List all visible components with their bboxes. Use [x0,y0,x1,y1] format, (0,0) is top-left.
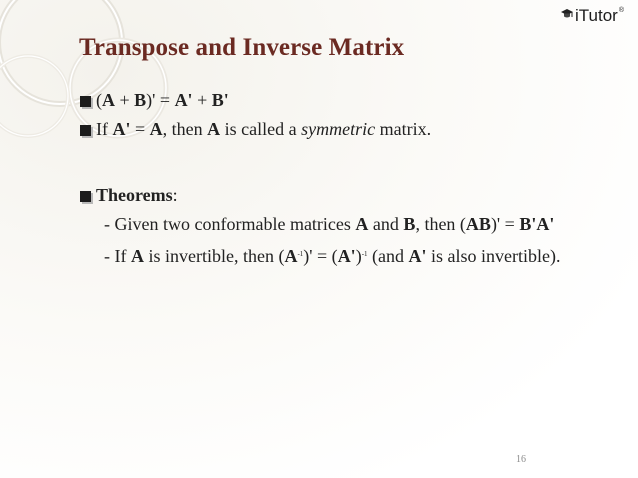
bullet-theorems: Theorems: [96,185,178,205]
theorem-product-transpose: - Given two conformable matrices A and B, then (AB)' = B'A' [104,214,555,234]
page-number: 16 [516,454,526,465]
graduation-cap-icon [560,7,574,21]
bullet-marker [80,191,91,202]
registered-mark: ® [618,7,624,14]
slide-title: Transpose and Inverse Matrix [79,34,405,61]
bullet-marker [80,96,91,107]
bullet-transpose-sum: (A + B)' = A' + B' [96,90,229,110]
bullet-symmetric: If A' = A, then A is called a symmetric matrix. [96,119,432,139]
theorem-inverse-transpose: - If A is invertible, then $(A^{-1})' = (A')^{-1}$ (and A' is also invertible). [104,246,561,266]
itutor-logo [560,6,624,26]
logo-text: iTutor [575,6,618,25]
bullet-marker [80,125,91,136]
